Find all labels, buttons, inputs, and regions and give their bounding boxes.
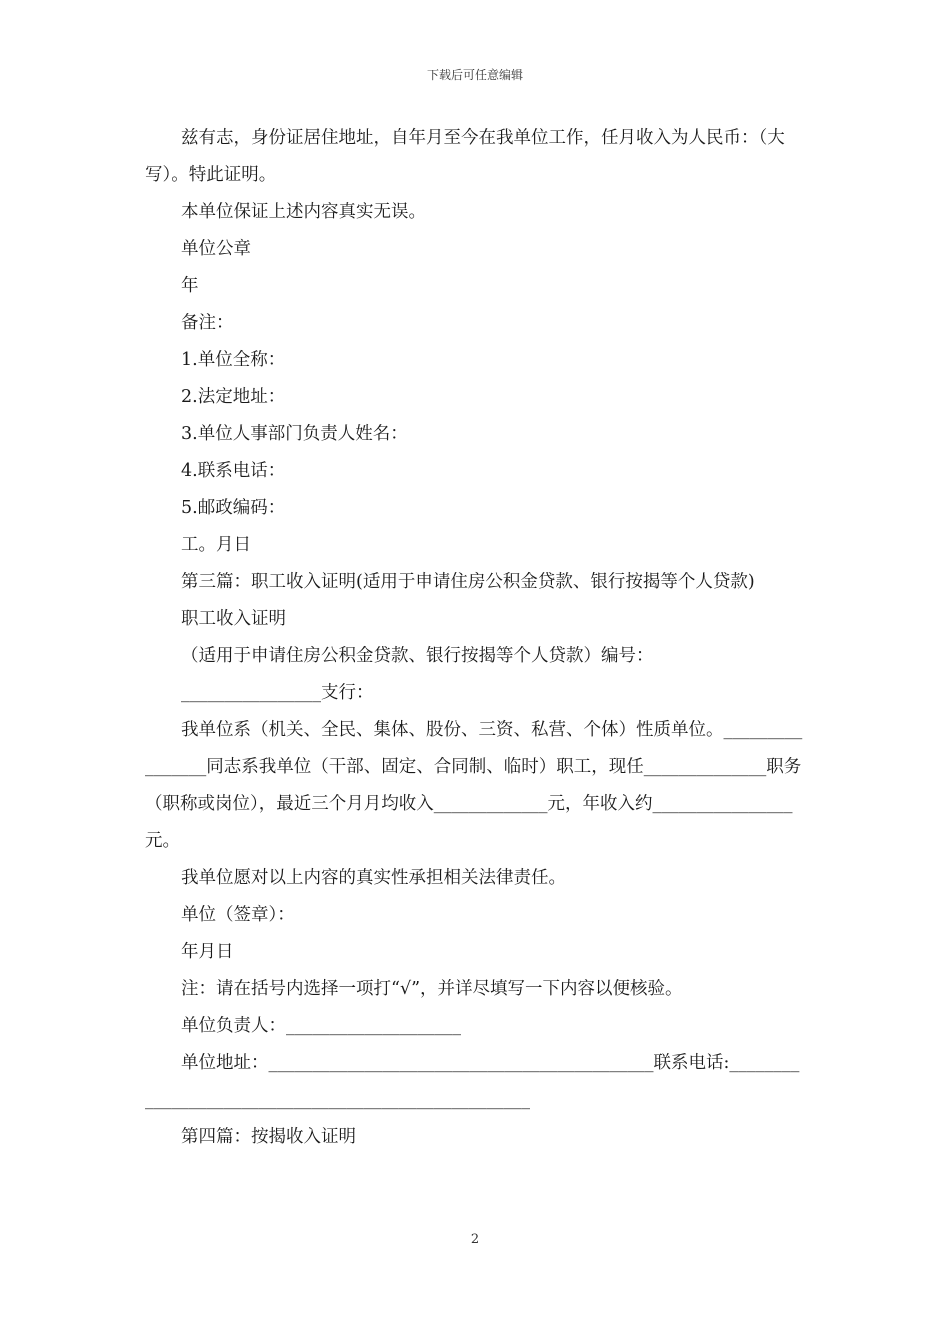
paragraph-subtitle: （适用于申请住房公积金贷款、银行按揭等个人贷款）编号：	[181, 646, 654, 666]
paragraph-responsible-person: 单位负责人：____________________	[181, 1016, 461, 1036]
paragraph-signature: 单位（签章）：	[181, 905, 295, 925]
section-heading-3: 第三篇：职工收入证明(适用于申请住房公积金贷款、银行按揭等个人贷款)	[181, 572, 755, 592]
paragraph-note: 注：请在括号内选择一项打“√”，并详尽填写一下内容以便核验。	[181, 979, 683, 999]
paragraph-remarks: 备注：	[181, 313, 234, 333]
remark-item-2: 2.法定地址：	[181, 387, 286, 407]
page-header: 下载后可任意编辑	[426, 68, 523, 82]
paragraph-year: 年	[181, 276, 199, 296]
paragraph-liability: 我单位愿对以上内容的真实性承担相关法律责任。	[181, 868, 566, 888]
remark-item-5: 5.邮政编码：	[181, 498, 286, 518]
document-body	[145, 120, 807, 1156]
paragraph-certificate-text: 兹有志，身份证居住地址，自年月至今在我单位工作，任月收入为人民币：（大写）。特此证明。	[145, 128, 785, 185]
paragraph-seal: 单位公章	[181, 239, 251, 259]
paragraph-branch: ________________支行：	[181, 683, 374, 703]
remark-item-4: 4.联系电话：	[181, 461, 286, 481]
paragraph-guarantee: 本单位保证上述内容真实无误。	[181, 202, 426, 222]
paragraph-employment-details: 我单位系（机关、全民、集体、股份、三资、私营、个体）性质单位。________________同志系我单位（干部、固定、合同制、临时）职工，现任______________职务（职称或岗位），最近三个月月均收入_____________元，年收入约________________元。	[145, 720, 803, 851]
remark-item-1: 1.单位全称：	[181, 350, 286, 370]
remark-item-3: 3.单位人事部门负责人姓名：	[181, 424, 408, 444]
paragraph-address-phone: 单位地址：____________________________________________联系电话:____________________________________________________	[145, 1053, 800, 1110]
page-number: 2	[470, 1232, 480, 1247]
paragraph-date: 工。月日	[181, 535, 251, 555]
section-heading-4: 第四篇：按揭收入证明	[181, 1127, 356, 1147]
paragraph-date-2: 年月日	[181, 942, 234, 962]
paragraph-title: 职工收入证明	[181, 609, 286, 629]
